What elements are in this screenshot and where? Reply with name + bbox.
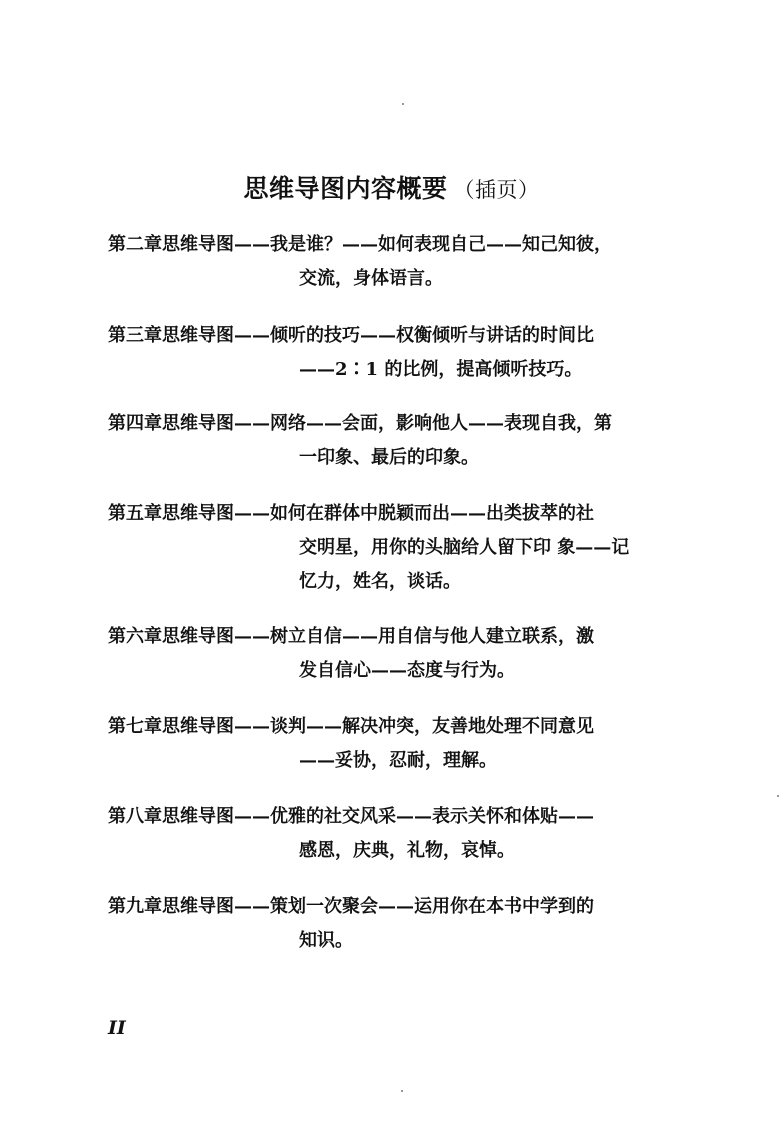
chapter-summary-entry [108,710,682,778]
chapter-summary-entry [108,497,682,599]
entry-continuation-line: 忆力，姓名，谈话。 [299,571,461,592]
entry-first-line: 第五章思维导图——如何在群体中脱颖而出——出类拔萃的社 [108,503,594,524]
title-suffix-text: （插页） [453,177,540,202]
entry-first-line: 第九章思维导图——策划一次聚会——运用你在本书中学到的 [108,896,594,917]
entry-first-line: 第八章思维导图——优雅的社交风采——表示关怀和体贴—— [108,806,594,827]
chapter-summary-entry [108,890,682,958]
entry-continuation-line: 一印象、最后的印象。 [299,447,479,468]
scan-speck [777,795,779,797]
chapter-summary-entry [108,228,682,296]
scan-speck [401,1090,403,1092]
entry-first-line: 第二章思维导图——我是谁？——如何表现自己——知己知彼， [108,234,612,255]
entry-continuation-line: 感恩，庆典，礼物，哀悼。 [299,840,515,861]
entry-first-line: 第四章思维导图——网络——会面，影响他人——表现自我，第 [108,413,612,434]
scan-speck [402,103,404,105]
title-main-text: 思维导图内容概要 [243,173,448,203]
page-number: II [108,1017,126,1039]
entry-continuation-line: 交明星，用你的头脑给人留下印 象——记 [299,537,630,558]
chapter-summary-entry [108,319,682,387]
chapter-summary-entry [108,620,682,688]
entry-first-line: 第三章思维导图——倾听的技巧——权衡倾听与讲话的时间比 [108,325,594,346]
document-title [0,171,783,208]
entry-continuation-line: 交流，身体语言。 [299,268,443,289]
entry-continuation-line: ——2∶1 的比例，提高倾听技巧。 [299,359,583,380]
entry-first-line: 第六章思维导图——树立自信——用自信与他人建立联系，激 [108,626,594,647]
entry-continuation-line: 知识。 [299,930,353,951]
entry-continuation-line: ——妥协，忍耐，理解。 [299,750,497,771]
entry-continuation-line: 发自信心——态度与行为。 [299,660,515,681]
chapter-summary-entry [108,800,682,868]
entry-first-line: 第七章思维导图——谈判——解决冲突，友善地处理不同意见 [108,716,594,737]
chapter-summary-entry [108,407,682,475]
